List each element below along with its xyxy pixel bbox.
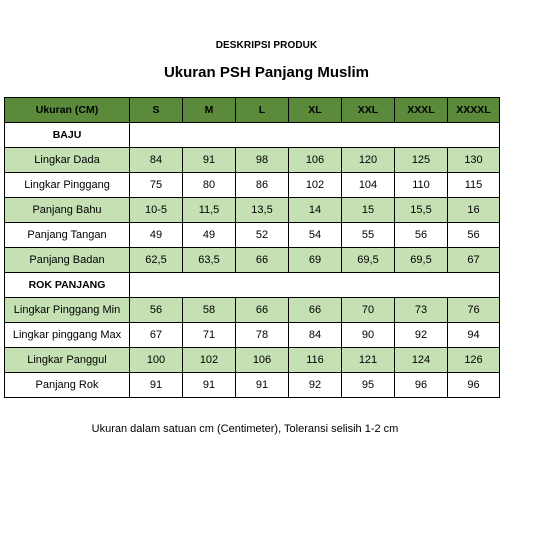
table-cell: 84 [289,323,342,348]
column-header-xxl: XXL [342,98,395,123]
row-label: Panjang Rok [5,373,130,398]
table-row [5,198,500,223]
size-chart-table [4,97,500,398]
table-cell: 106 [289,148,342,173]
page-title: Ukuran PSH Panjang Muslim [163,64,370,81]
table-cell: 100 [130,348,183,373]
table-cell: 98 [236,148,289,173]
table-cell: 56 [130,298,183,323]
column-header-xxxl: XXXL [395,98,448,123]
table-cell: 55 [342,223,395,248]
section-fill [130,123,500,148]
row-label: Lingkar pinggang Max [5,323,130,348]
section-fill [130,273,500,298]
footnote: Ukuran dalam satuan cm (Centimeter), Toleransi selisih 1-2 cm [91,423,399,435]
table-cell: 54 [289,223,342,248]
table-row [5,148,500,173]
table-cell: 84 [130,148,183,173]
table-cell: 91 [183,148,236,173]
column-header-xxxxl: XXXXL [448,98,500,123]
table-cell: 92 [395,323,448,348]
table-cell: 69 [289,248,342,273]
table-cell: 67 [130,323,183,348]
table-cell: 95 [342,373,395,398]
table-row [5,298,500,323]
table-cell: 76 [448,298,500,323]
table-cell: 62,5 [130,248,183,273]
table-row [5,173,500,198]
table-cell: 106 [236,348,289,373]
header-row [5,98,500,123]
table-cell: 94 [448,323,500,348]
table-cell: 15 [342,198,395,223]
table-cell: 104 [342,173,395,198]
table-cell: 130 [448,148,500,173]
table-cell: 49 [130,223,183,248]
table-cell: 116 [289,348,342,373]
table-cell: 124 [395,348,448,373]
section-row [5,123,500,148]
table-row [5,373,500,398]
table-cell: 56 [448,223,500,248]
table-cell: 120 [342,148,395,173]
table-cell: 14 [289,198,342,223]
table-cell: 67 [448,248,500,273]
table-cell: 66 [236,248,289,273]
table-cell: 69,5 [342,248,395,273]
table-cell: 16 [448,198,500,223]
section-label: ROK PANJANG [5,273,130,298]
table-cell: 66 [289,298,342,323]
table-row [5,348,500,373]
table-cell: 121 [342,348,395,373]
section-label: BAJU [5,123,130,148]
row-label: Lingkar Pinggang Min [5,298,130,323]
table-cell: 91 [236,373,289,398]
table-cell: 13,5 [236,198,289,223]
table-cell: 102 [183,348,236,373]
table-cell: 115 [448,173,500,198]
column-header-ukuran: Ukuran (CM) [5,98,130,123]
table-cell: 90 [342,323,395,348]
table-row [5,248,500,273]
description-label: DESKRIPSI PRODUK [215,40,318,51]
section-row [5,273,500,298]
table-row [5,323,500,348]
column-header-xl: XL [289,98,342,123]
table-cell: 15,5 [395,198,448,223]
table-cell: 86 [236,173,289,198]
row-label: Lingkar Dada [5,148,130,173]
table-cell: 69,5 [395,248,448,273]
table-cell: 91 [130,373,183,398]
table-cell: 125 [395,148,448,173]
row-label: Panjang Bahu [5,198,130,223]
row-label: Lingkar Panggul [5,348,130,373]
column-header-s: S [130,98,183,123]
size-chart-body [5,98,500,398]
column-header-l: L [236,98,289,123]
table-cell: 71 [183,323,236,348]
table-row [5,223,500,248]
row-label: Panjang Badan [5,248,130,273]
table-cell: 80 [183,173,236,198]
table-cell: 96 [448,373,500,398]
table-cell: 10-5 [130,198,183,223]
row-label: Panjang Tangan [5,223,130,248]
table-cell: 63,5 [183,248,236,273]
table-cell: 96 [395,373,448,398]
table-cell: 92 [289,373,342,398]
table-cell: 11,5 [183,198,236,223]
table-cell: 110 [395,173,448,198]
table-cell: 56 [395,223,448,248]
table-cell: 91 [183,373,236,398]
table-cell: 73 [395,298,448,323]
table-cell: 70 [342,298,395,323]
table-cell: 102 [289,173,342,198]
column-header-m: M [183,98,236,123]
table-cell: 52 [236,223,289,248]
row-label: Lingkar Pinggang [5,173,130,198]
table-cell: 58 [183,298,236,323]
table-cell: 49 [183,223,236,248]
table-cell: 78 [236,323,289,348]
table-cell: 66 [236,298,289,323]
table-cell: 75 [130,173,183,198]
table-cell: 126 [448,348,500,373]
